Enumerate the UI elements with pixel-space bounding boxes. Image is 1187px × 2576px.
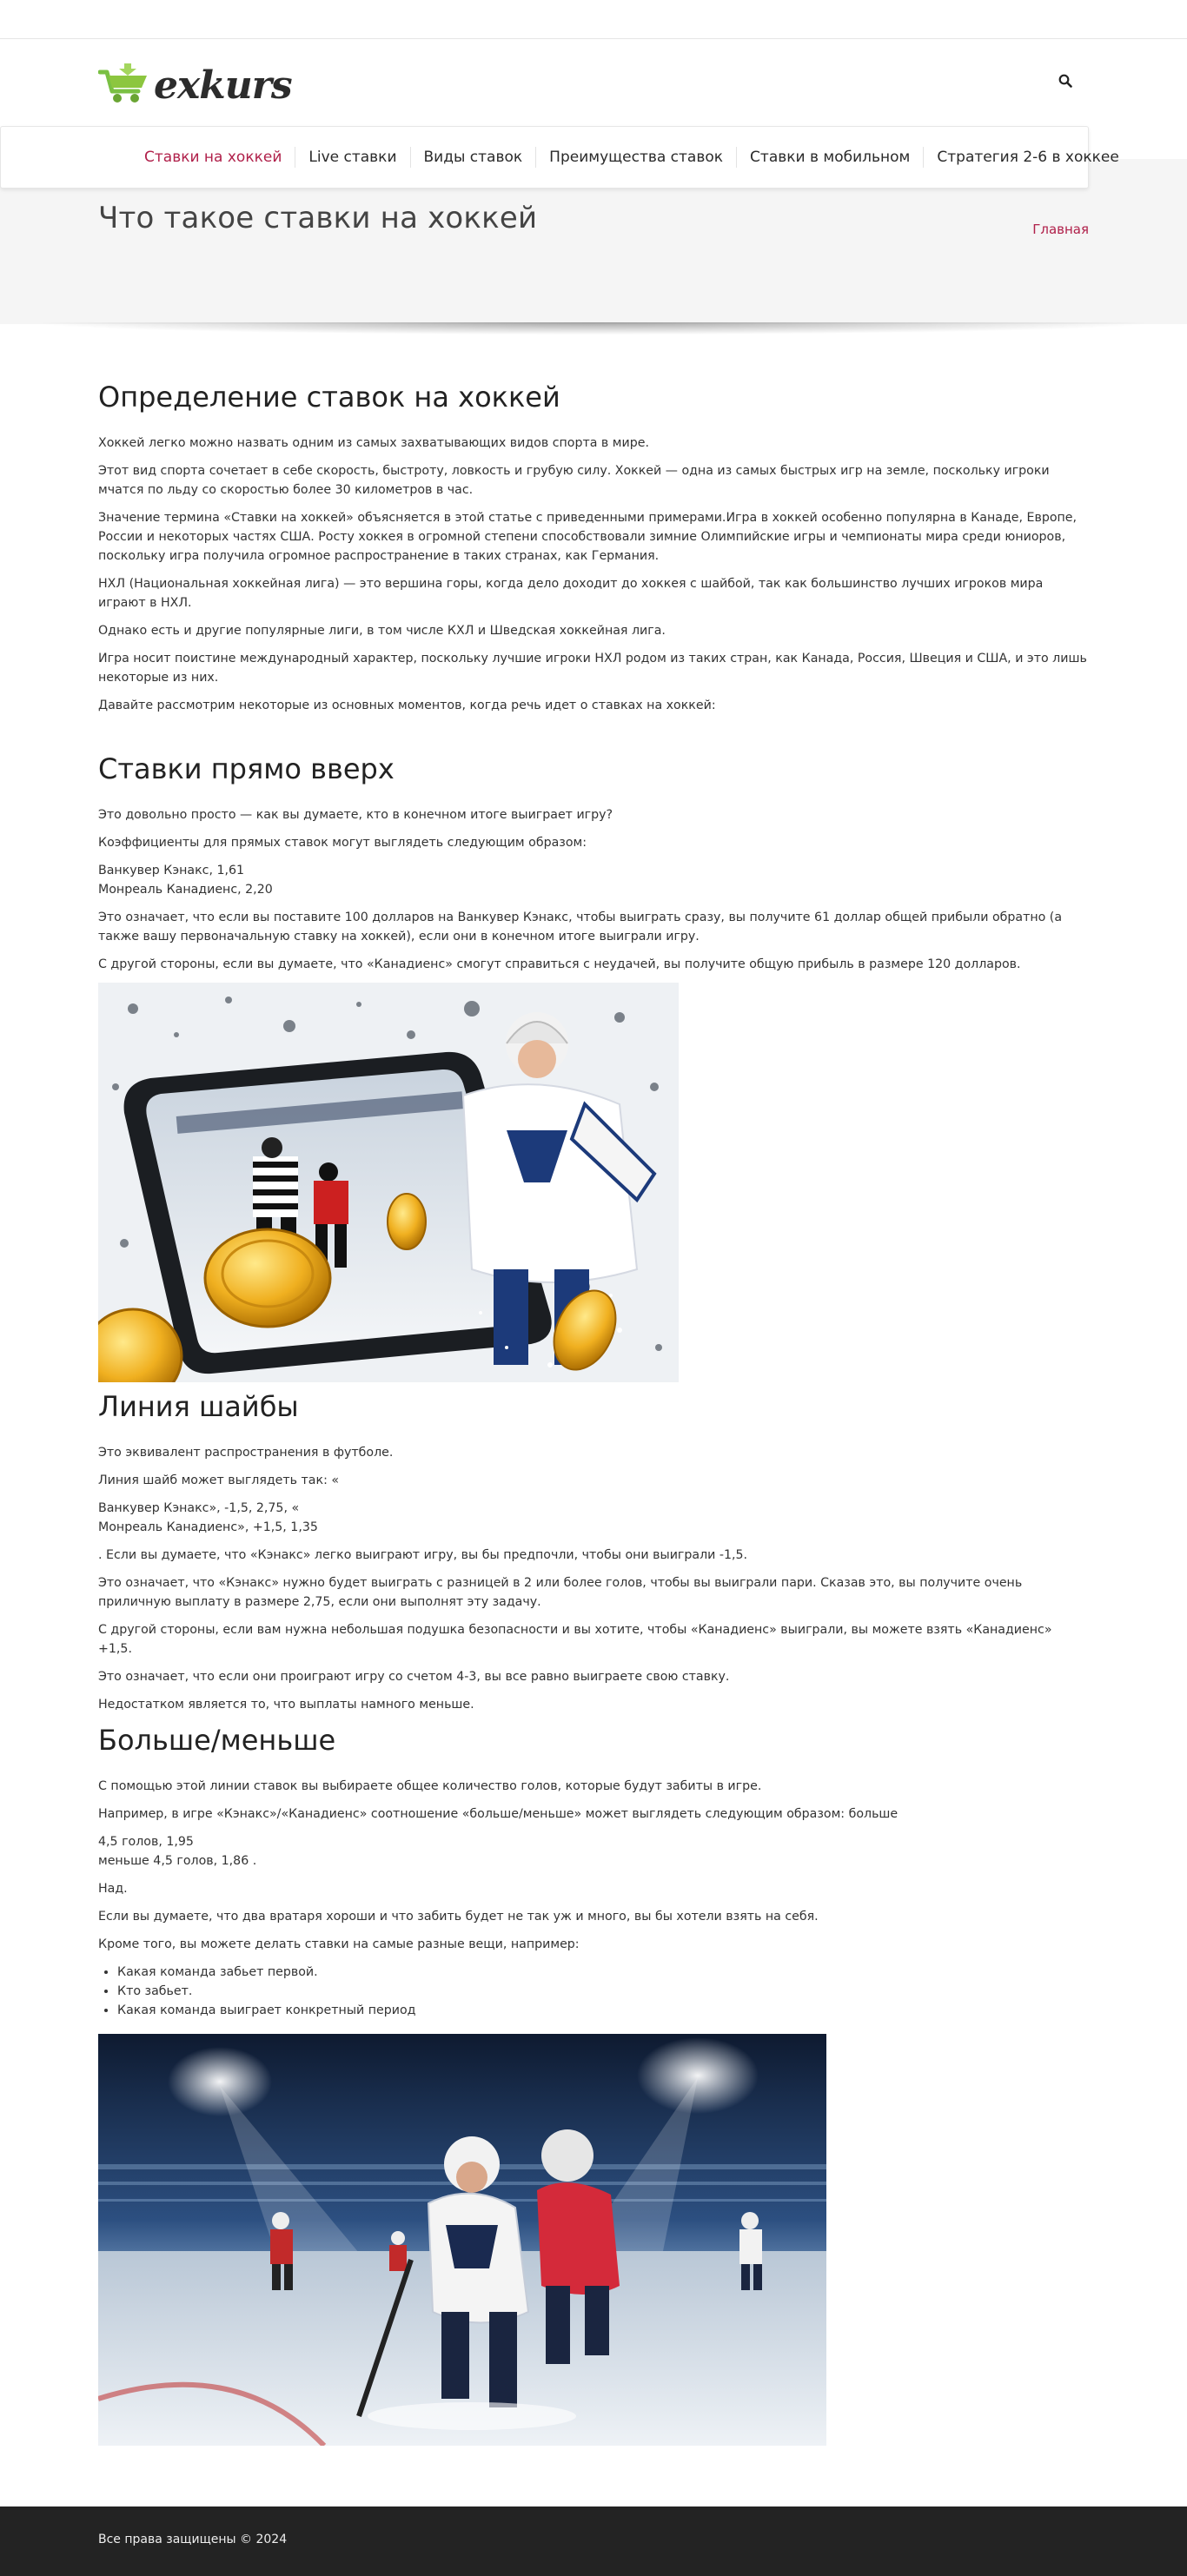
- section-heading-moneyline: Ставки прямо вверх: [98, 752, 395, 785]
- paragraph: Этот вид спорта сочетает в себе скорость, быстроту, ловкость и грубую силу. Хоккей — одна из самых быстрых игр на земле, поскольку игроки мчатся по льду со скоростью более 30 километров в час.: [98, 464, 1050, 497]
- paragraph: С помощью этой линии ставок вы выбираете общее количество голов, которые будут забиты в игре.: [98, 1779, 762, 1793]
- paragraph: Значение термина «Ставки на хоккей» объясняется в этой статье с приведенными примерами.Игра в хоккей особенно популярна в Канаде, Европе, России и некоторых частях США. Росту хоккея в огромной степени способствовали зимние Олимпийские игры и чемпионаты мира среди юниоров, поскольку игра получила огромное распространение в таких странах, как Германия.: [98, 511, 1078, 563]
- paragraph: С другой стороны, если вам нужна небольшая подушка безопасности и вы хотите, чтобы «Канадиенс» выиграли, вы можете взять «Канадиенс» +1,5.: [98, 1623, 1052, 1656]
- copyright-text: Все права защищены © 2024: [98, 2533, 288, 2546]
- odds-line: Монреаль Канадиенс», +1,5, 1,35: [98, 1520, 318, 1534]
- paragraph: С другой стороны, если вы думаете, что «Канадиенс» смогут справиться с неудачей, вы получите общую прибыль в размере 120 долларов.: [98, 957, 1021, 971]
- section-heading-definition: Определение ставок на хоккей: [98, 381, 560, 414]
- paragraph: Это довольно просто — как вы думаете, кто в конечном итоге выиграет игру?: [98, 808, 613, 822]
- hockey-arena-image: [98, 2034, 826, 2446]
- paragraph: Недостатком является то, что выплаты намного меньше.: [98, 1698, 474, 1712]
- list-item: • Кто забьет.: [117, 1982, 1089, 2001]
- nav-item-live-bets[interactable]: Live ставки: [295, 147, 410, 168]
- section-heading-puckline: Линия шайбы: [98, 1390, 299, 1423]
- nav-item-strategy[interactable]: Стратегия 2-6 в хоккее: [937, 149, 1119, 166]
- paragraph: Это означает, что если они проиграют игру со счетом 4-3, вы все равно выиграете свою ставку.: [98, 1670, 730, 1684]
- paragraph: Над.: [98, 1882, 128, 1896]
- site-logo[interactable]: [98, 62, 292, 108]
- page-title-band: [0, 197, 1187, 328]
- cart-icon: [98, 62, 152, 105]
- nav-item-advantages[interactable]: Преимущества ставок: [536, 147, 737, 168]
- paragraph: Хоккей легко можно назвать одним из самых захватывающих видов спорта в мире.: [98, 436, 649, 450]
- odds-line: меньше 4,5 голов, 1,86 .: [98, 1854, 257, 1868]
- search-button[interactable]: [1058, 74, 1076, 91]
- paragraph: НХЛ (Национальная хоккейная лига) — это вершина горы, когда дело доходит до хоккея с шайбой, так как большинство лучших игроков мира играют в НХЛ.: [98, 577, 1044, 610]
- top-bar: [0, 0, 1187, 39]
- nav-wrapper: [0, 126, 1187, 197]
- paragraph: Например, в игре «Кэнакс»/«Канадиенс» соотношение «больше/меньше» может выглядеть следующим образом: больше: [98, 1807, 899, 1821]
- paragraph: . Если вы думаете, что «Кэнакс» легко выиграют игру, вы бы предпочли, чтобы они выиграли -1,5.: [98, 1548, 748, 1562]
- paragraph: Давайте рассмотрим некоторые из основных моментов, когда речь идет о ставках на хоккей:: [98, 699, 716, 712]
- site-header: [0, 39, 1187, 126]
- hockey-tablet-image: [98, 983, 679, 1382]
- nav-item-hockey-bets[interactable]: Ставки на хоккей: [131, 147, 295, 168]
- main-nav: [0, 126, 1119, 189]
- odds-line: 4,5 голов, 1,95: [98, 1835, 194, 1849]
- page-title: Что такое ставки на хоккей: [98, 201, 538, 235]
- odds-block: [98, 861, 1089, 899]
- logo-text: exkurs: [154, 63, 292, 108]
- paragraph: Кроме того, вы можете делать ставки на самые разные вещи, например:: [98, 1937, 580, 1951]
- bet-options-list: [117, 1963, 1089, 2020]
- odds-block: [98, 1499, 1089, 1537]
- site-footer: [0, 2506, 1187, 2576]
- nav-item-mobile-bets[interactable]: Ставки в мобильном: [737, 147, 924, 168]
- odds-line: Ванкувер Кэнакс, 1,61: [98, 864, 245, 877]
- odds-block: [98, 1832, 1089, 1871]
- paragraph: Коэффициенты для прямых ставок могут выглядеть следующим образом:: [98, 836, 587, 850]
- paragraph: Если вы думаете, что два вратаря хороши и что забить будет не так уж и много, вы бы хотели взять на себя.: [98, 1910, 819, 1924]
- paragraph: Это означает, что «Кэнакс» нужно будет выиграть с разницей в 2 или более голов, чтобы вы выиграли пари. Сказав это, вы получите очень приличную выплату в размере 2,75, если они выполнят эту задачу.: [98, 1576, 1023, 1609]
- odds-line: Ванкувер Кэнакс», -1,5, 2,75, «: [98, 1501, 300, 1515]
- nav-item-bet-types[interactable]: Виды ставок: [411, 147, 537, 168]
- paragraph: Игра носит поистине международный характер, поскольку лучшие игроки НХЛ родом из таких стран, как Канада, Россия, Швеция и США, и это лишь некоторые из них.: [98, 652, 1087, 685]
- article: [0, 328, 1187, 2446]
- paragraph: Линия шайб может выглядеть так: «: [98, 1473, 340, 1487]
- list-item: • Какая команда выиграет конкретный период: [117, 2001, 1089, 2020]
- search-icon: [1058, 74, 1072, 88]
- breadcrumb-home[interactable]: Главная: [1032, 222, 1089, 237]
- paragraph: Это означает, что если вы поставите 100 долларов на Ванкувер Кэнакс, чтобы выиграть сразу, вы получите 61 доллар общей прибыли обратно (а также вашу первоначальную ставку на хоккей), если они в конечном итоге выиграли игру.: [98, 911, 1063, 944]
- section-heading-over-under: Больше/меньше: [98, 1724, 336, 1757]
- odds-line: Монреаль Канадиенс, 2,20: [98, 883, 273, 897]
- paragraph: Однако есть и другие популярные лиги, в том числе КХЛ и Шведская хоккейная лига.: [98, 624, 666, 638]
- paragraph: Это эквивалент распространения в футболе.: [98, 1446, 394, 1460]
- list-item: • Какая команда забьет первой.: [117, 1963, 1089, 1982]
